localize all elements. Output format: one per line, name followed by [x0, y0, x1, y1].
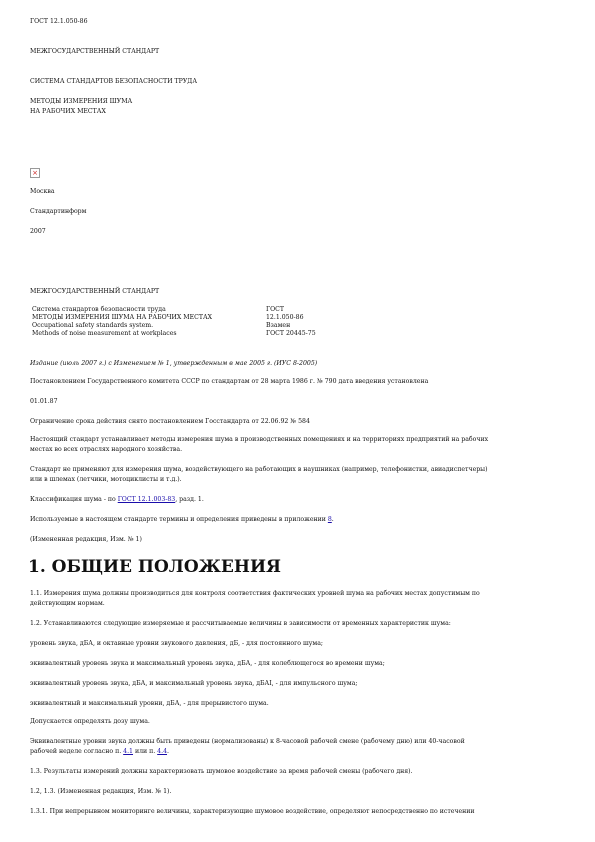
- table-cell: Methods of noise measurement at workplaces: [32, 330, 177, 337]
- table-row: [30, 306, 318, 314]
- quantity-item: эквивалентный уровень звука, дБА, и максимальный уровень звука, дБАI, - для импульсного шума;: [30, 680, 358, 687]
- title-line-1: МЕТОДЫ ИЗМЕРЕНИЯ ШУМА: [30, 98, 133, 105]
- exclusion-line-2: или в шлемах (летчики, мотоциклисты и т.д.).: [30, 476, 182, 483]
- validity-note: Ограничение срока действия снято постановлением Госстандарта от 22.06.92 № 584: [30, 418, 310, 425]
- table-row: [30, 314, 318, 322]
- table-cell: Взамен: [266, 322, 291, 329]
- standard-header: МЕЖГОСУДАРСТВЕННЫЙ СТАНДАРТ: [30, 48, 160, 55]
- system-title: СИСТЕМА СТАНДАРТОВ БЕЗОПАСНОСТИ ТРУДА: [30, 78, 198, 85]
- para-1-3: 1.3. Результаты измерений должны характеризовать шумовое воздействие за время рабочей смены (рабочего дня).: [30, 768, 413, 775]
- quantity-item: уровень звука, дБА, и октавные уровни звукового давления, дБ, - для постоянного шума;: [30, 640, 323, 647]
- quantity-item: эквивалентный уровень звука и максимальный уровень звука, дБА, - для колеблющегося во времени шума;: [30, 660, 385, 667]
- para-1-1-line-2: действующим нормам.: [30, 600, 105, 607]
- decree-text: Постановлением Государственного комитета СССР по стандартам от 28 марта 1986 г. № 790 дата введения установлена: [30, 378, 429, 385]
- equivalent-line-1: Эквивалентные уровни звука должны быть приведены (нормализованы) к 8-часовой рабочей смене (рабочему дню) или 40-часовой: [30, 738, 465, 745]
- table-row: [30, 330, 318, 338]
- publisher: Стандартинформ: [30, 208, 87, 215]
- scope-line-2: местах во всех отраслях народного хозяйства.: [30, 446, 183, 453]
- classification-text: Классификация шума - по ГОСТ 12.1.003-83, разд. 1.: [30, 496, 204, 503]
- table-row: [30, 322, 318, 330]
- quantity-item: эквивалентный и максимальный уровни, дБА, - для прерывистого шума.: [30, 700, 269, 707]
- equivalent-line-2: рабочей неделе согласно п. 4.1 или п. 4.4.: [30, 748, 169, 755]
- intro-date: 01.01.87: [30, 398, 58, 405]
- title-table: [30, 306, 318, 338]
- scope-line-1: Настоящий стандарт устанавливает методы измерения шума в производственных помещениях и на территориях предприятий на рабочих: [30, 436, 489, 443]
- dose-note: Допускается определять дозу шума.: [30, 718, 150, 725]
- change-note: (Измененная редакция, Изм. № 1): [30, 536, 142, 543]
- table-cell: ГОСТ: [266, 306, 285, 313]
- para-1-3-1: 1.3.1. При непрерывном мониторинге величины, характеризующие шумовое воздействие, определяют непосредственно по истечении: [30, 808, 475, 815]
- table-cell: ГОСТ 20445-75: [266, 330, 316, 337]
- table-cell: Система стандартов безопасности труда: [32, 306, 166, 313]
- gost-link[interactable]: ГОСТ 12.1.003-83: [117, 496, 176, 503]
- section-heading: 1. ОБЩИЕ ПОЛОЖЕНИЯ: [28, 557, 281, 577]
- publish-year: 2007: [30, 228, 46, 235]
- edition-note: Издание (июль 2007 г.) с Изменением № 1, утвержденным в мае 2005 г. (ИУС 8-2005): [30, 360, 318, 367]
- publish-city: Москва: [30, 188, 55, 195]
- table-cell: 12.1.050-86: [266, 314, 304, 321]
- exclusion-line-1: Стандарт не применяют для измерения шума, воздействующего на работающих в наушниках (например, телефонистки, авиадиспетчеры): [30, 466, 488, 473]
- title-line-2: НА РАБОЧИХ МЕСТАХ: [30, 108, 106, 115]
- change-note-2: 1.2, 1.3. (Измененная редакция, Изм. № 1).: [30, 788, 172, 795]
- clause-4-1-link[interactable]: 4.1: [123, 748, 133, 755]
- terms-text: Используемые в настоящем стандарте термины и определения приведены в приложении 8.: [30, 516, 334, 523]
- table-cell: Occupational safety standards system.: [32, 322, 154, 329]
- standard-header-2: МЕЖГОСУДАРСТВЕННЫЙ СТАНДАРТ: [30, 288, 160, 295]
- clause-4-4-link[interactable]: 4.4: [157, 748, 168, 755]
- doc-id: ГОСТ 12.1.050-86: [30, 18, 88, 25]
- broken-image-icon: ×: [30, 168, 40, 178]
- appendix-link[interactable]: 8: [327, 516, 332, 523]
- para-1-1-line-1: 1.1. Измерения шума должны производиться для контроля соответствия фактических уровней шума на рабочих местах допустимым по: [30, 590, 480, 597]
- table-cell: МЕТОДЫ ИЗМЕРЕНИЯ ШУМА НА РАБОЧИХ МЕСТАХ: [32, 314, 213, 321]
- para-1-2: 1.2. Устанавливаются следующие измеряемые и рассчитываемые величины в зависимости от временных характеристик шума:: [30, 620, 451, 627]
